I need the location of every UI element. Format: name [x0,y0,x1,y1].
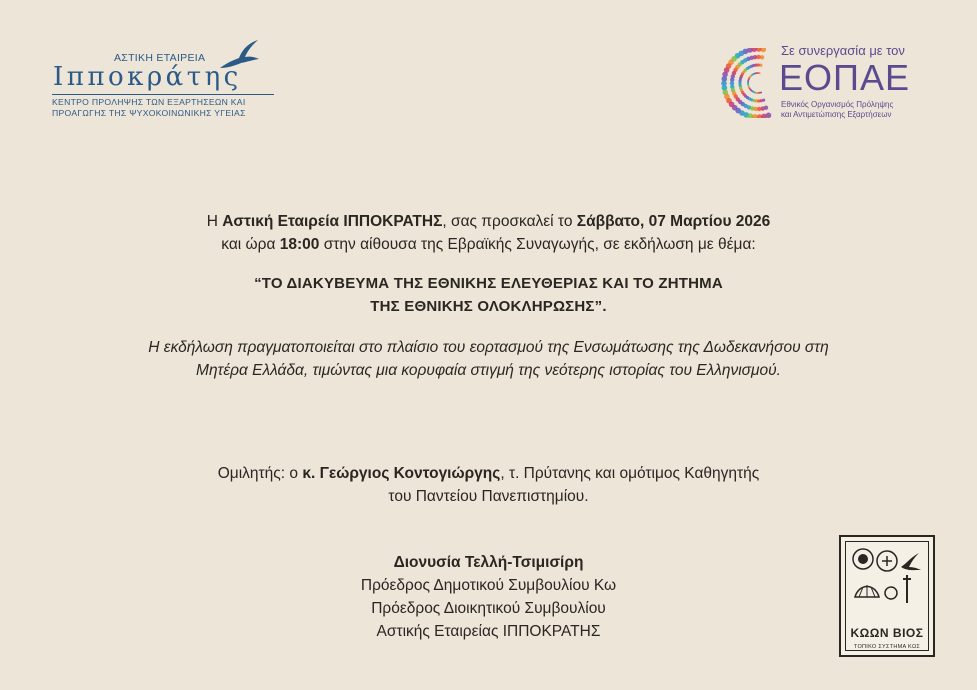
description-line-2: Μητέρα Ελλάδα, τιμώντας μια κορυφαία στιγμή της νεότερης ιστορίας του Ελληνισμού. [196,362,781,379]
kwon-logo-sub: ΤΟΠΙΚΟ ΣΥΣΤΗΜΑ ΚΩΣ [853,644,921,650]
logo-right-line2: και Αντιμετώπισης Εξαρτήσεων [781,110,892,119]
inv-text: , σας προσκαλεί το [442,213,577,230]
signatory-title-2: Πρόεδρος Διοικητικού Συμβουλίου [371,600,606,617]
event-description [0,336,977,382]
logo-right-name: ΕΟΠΑΕ [779,57,911,98]
emblem-icon [849,545,925,615]
dots-burst-icon [708,48,778,118]
signatory-title-1: Πρόεδρος Δημοτικού Συμβουλίου Κω [360,577,617,594]
speaker-line-2: του Παντείου Πανεπιστημίου. [388,488,589,505]
logo-left-line1: ΚΕΝΤΡΟ ΠΡΟΛΗΨΗΣ ΤΩΝ ΕΞΑΡΤΗΣΕΩΝ ΚΑΙ [52,94,274,107]
inv-text: στην αίθουσα της Εβραϊκής Συναγωγής, σε εκδήλωση με θέμα: [319,236,756,253]
description-line-1: Η εκδήλωση πραγματοποιείται στο πλαίσιο του εορτασμού της Ενσωμάτωσης της Δωδεκανήσου στη [148,339,829,356]
signatory-title-3: Αστικής Εταιρείας ΙΠΠΟΚΡΑΤΗΣ [376,623,601,640]
logo-left-line2: ΠΡΟΑΓΩΓΗΣ ΤΗΣ ΨΥΧΟΚΟΙΝΩΝΙΚΗΣ ΥΓΕΙΑΣ [52,108,246,118]
event-date: Σάββατο, 07 Μαρτίου 2026 [576,213,771,230]
inv-text: Η [206,213,223,230]
organization-name: Αστική Εταιρεία ΙΠΠΟΚΡΑΤΗΣ [222,213,443,230]
signature-block [0,551,977,643]
speaker-info [0,462,977,508]
event-title [0,272,977,318]
invitation-text [0,210,977,256]
signatory-name: Διονυσία Τελλή-Τσιμισίρη [393,554,584,571]
inv-text: και ώρα [221,236,280,253]
logo-left-name: Ιπποκράτης [53,62,242,92]
speaker-name: κ. Γεώργιος Κοντογιώργης [302,465,501,482]
logo-right-line1: Εθνικός Οργανισμός Πρόληψης [781,100,894,109]
hippocrates-logo [52,38,292,123]
logo-left-top: ΑΣΤΙΚΗ ΕΤΑΙΡΕΙΑ [114,52,206,64]
invitation-line-1 [0,210,977,233]
eopae-logo [708,38,938,123]
kwon-logo-name: ΚΩΩΝ ΒΙΟΣ [850,626,924,640]
kwon-bios-logo [839,535,935,657]
speaker-line-1 [0,462,977,485]
logo-right-top: Σε συνεργασία με τον [781,43,905,58]
speaker-role: , τ. Πρύτανης και ομότιμος Καθηγητής [500,465,760,482]
event-title-line-2: ΤΗΣ ΕΘΝΙΚΗΣ ΟΛΟΚΛΗΡΩΣΗΣ”. [370,298,607,315]
invitation-line-2 [0,233,977,256]
speaker-label: Ομιλητής: ο [217,465,303,482]
event-title-line-1: “ΤΟ ΔΙΑΚΥΒΕΥΜΑ ΤΗΣ ΕΘΝΙΚΗΣ ΕΛΕΥΘΕΡΙΑΣ ΚΑΙ ΤΟ ΖΗΤΗΜΑ [254,275,723,292]
event-time: 18:00 [279,236,320,253]
